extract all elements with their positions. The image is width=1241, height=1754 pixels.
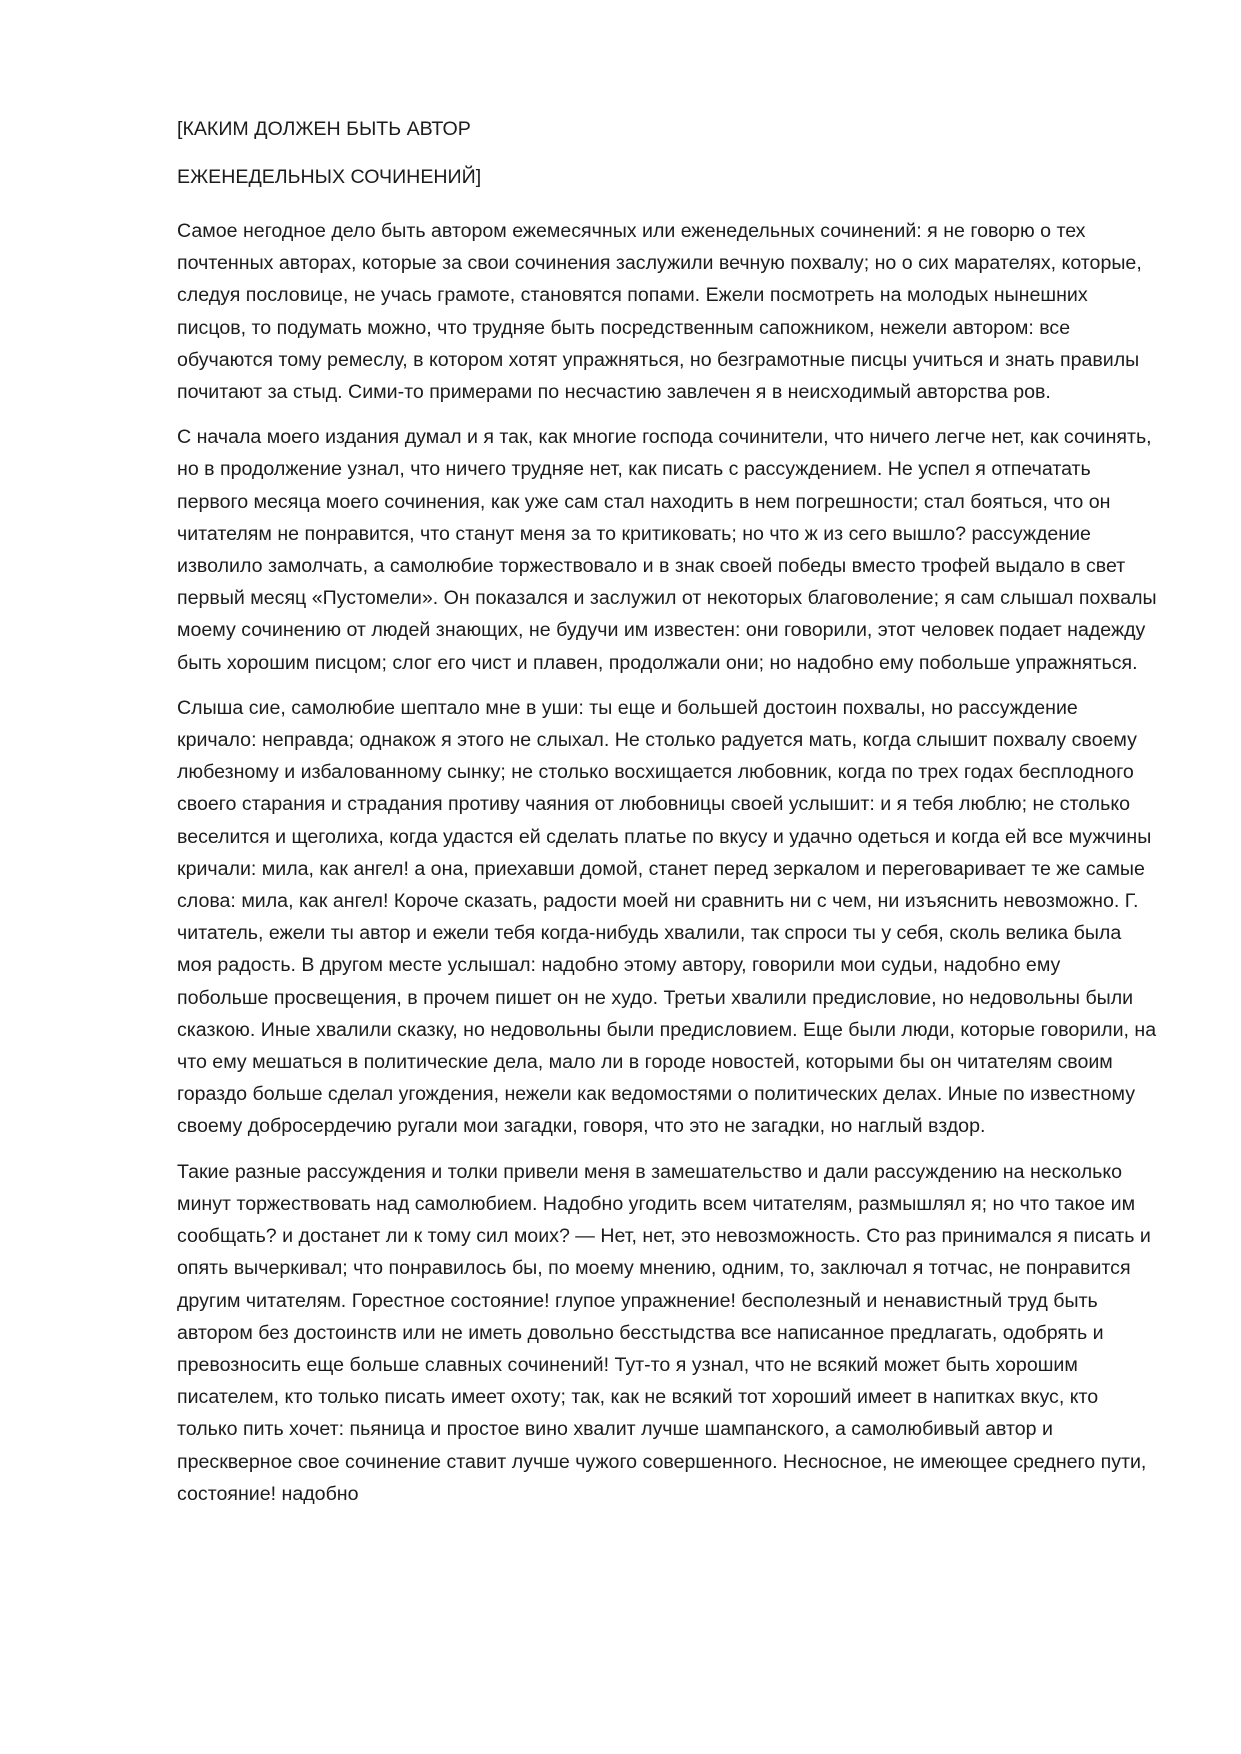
- title-line-2: ЕЖЕНЕДЕЛЬНЫХ СОЧИНЕНИЙ]: [177, 166, 482, 188]
- paragraph-4: Такие разные рассуждения и толки привели меня в замешательство и дали рассуждению на несколько минут торжествовать над самолюбием. Надобно угодить всем читателям, размышлял я; но что такое им сообщать? и достанет ли к тому сил моих? — Нет, нет, это невозможность. Сто раз принимался я писать и опять вычеркивал; что понравилось бы, по моему мнению, одним, то, заключал я тотчас, не понравится другим читателям. Горестное состояние! глупое упражнение! бесполезный и ненавистный труд быть автором без достоинств или не иметь довольно бесстыдства все написанное предлагать, одобрять и превозносить еще больше славных сочинений! Тут-то я узнал, что не всякий может быть хорошим писателем, кто только писать имеет охоту; так, как не всякий тот хороший имеет в напитках вкус, кто только пить хочет: пьяница и простое вино хвалит лучше шампанского, а самолюбивый автор и прескверное свое сочинение ставит лучше чужого совершенного. Несносное, не имеющее среднего пути, состояние! надобно: [177, 1160, 1151, 1505]
- title-line-1: [КАКИМ ДОЛЖЕН БЫТЬ АВТОР: [177, 118, 471, 140]
- paragraph-2: С начала моего издания думал и я так, как многие господа сочинители, что ничего легче нет, как сочинять, но в продолжение узнал, что ничего трудняе нет, как писать с рассуждением. Не успел я отпечатать первого месяца моего сочинения, как уже сам стал находить в нем погрешности; стал бояться, что он читателям не понравится, что станут меня за то критиковать; но что ж из сего вышло? рассуждение изволило замолчать, а самолюбие торжествовало и в знак своей победы вместо трофей выдало в свет первый месяц «Пустомели». Он показался и заслужил от некоторых благоволение; я сам слышал похвалы моему сочинению от людей знающих, не будучи им известен: они говорили, этот человек подает надежду быть хорошим писцом; слог его чист и плавен, продолжали они; но надобно ему побольше упражняться.: [177, 426, 1157, 674]
- document-page: [177, 117, 1157, 1510]
- paragraph-3: Слыша сие, самолюбие шептало мне в уши: ты еще и большей достоин похвалы, но рассуждение кричало: неправда; однакож я этого не слыхал. Не столько радуется мать, когда слышит похвалу своему любезному и избалованному сынку; не столько восхищается любовник, когда по трех годах бесплодного своего старания и страдания противу чаяния от любовницы своей услышит: и я тебя люблю; не столько веселится и щеголиха, когда удастся ей сделать платье по вкусу и удачно одеться и когда ей все мужчины кричали: мила, как ангел! а она, приехавши домой, станет перед зеркалом и переговаривает те же самые слова: мила, как ангел! Короче сказать, радости моей ни сравнить ни с чем, ни изъяснить невозможно. Г. читатель, ежели ты автор и ежели тебя когда-нибудь хвалили, так спроси ты у себя, сколь велика была моя радость. В другом месте услышал: надобно этому автору, говорили мои судьи, надобно ему побольше просвещения, в прочем пишет он не худо. Третьи хвалили предисловие, но недовольны были сказкою. Иные хвалили сказку, но недовольны были предисловием. Еще были люди, которые говорили, на что ему мешаться в политические дела, мало ли в городе новостей, которыми бы он читателям своим гораздо больше сделал угождения, нежели как ведомостями о политических делах. Иные по известному своему добросердечию ругали мои загадки, говоря, что это не загадки, но наглый вздор.: [177, 696, 1157, 1138]
- paragraph-1: Самое негодное дело быть автором ежемесячных или еженедельных сочинений: я не говорю о тех почтенных авторах, которые за свои сочинения заслужили вечную похвалу; но о сих марателях, которые, следуя пословице, не учась грамоте, становятся попами. Ежели посмотреть на молодых нынешних писцов, то подумать можно, что трудняе быть посредственным сапожником, нежели автором: все обучаются тому ремеслу, в котором хотят упражняться, но безграмотные писцы учиться и знать правилы почитают за стыд. Сими-то примерами по несчастию завлечен я в неисходимый авторства ров.: [177, 220, 1142, 404]
